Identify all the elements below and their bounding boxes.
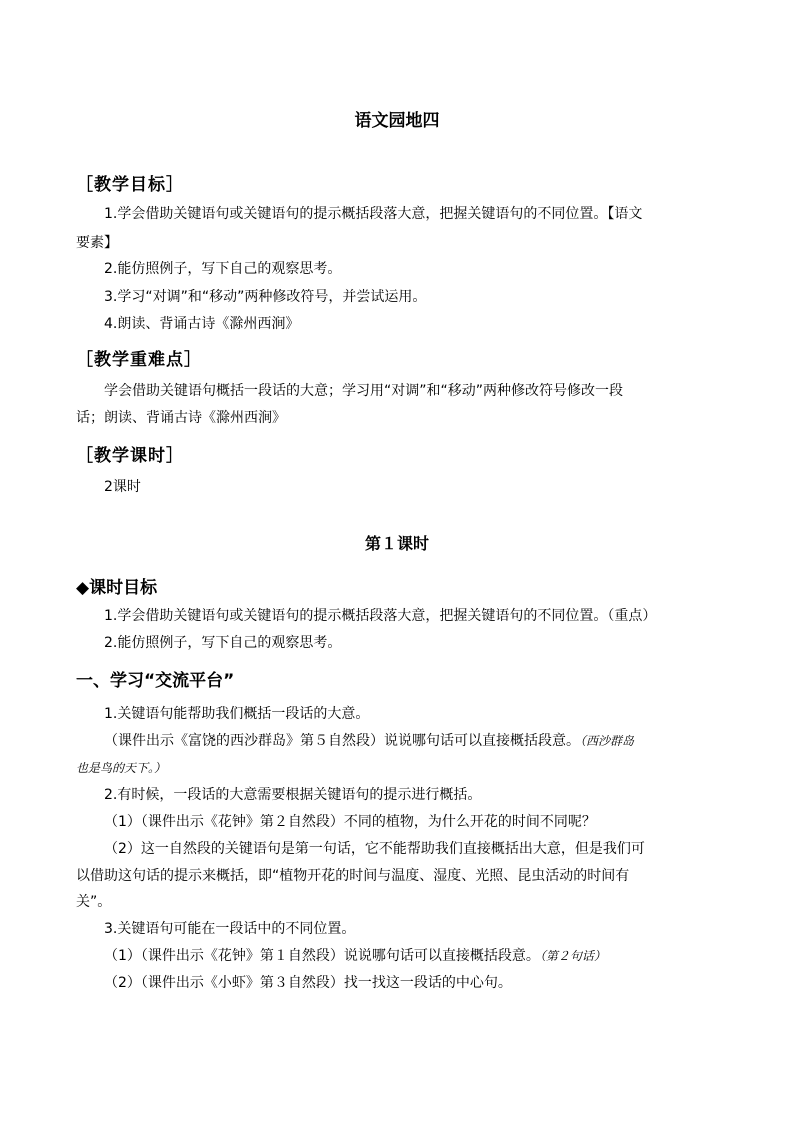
part1-line-1: 1.关键语句能帮助我们概括一段话的大意。 (104, 706, 370, 722)
goal-line-1b: 要素】 (76, 235, 118, 251)
lesson-goal-1: 1.学会借助关键语句或关键语句的提示概括段落大意，把握关键语句的不同位置。（重点） (104, 608, 657, 624)
goal-line-4: 4.朗读、背诵古诗《滁州西涧》 (104, 316, 300, 332)
goal-line-2: 2.能仿照例子，写下自己的观察思考。 (104, 261, 342, 277)
lesson-goal-2: 2.能仿照例子，写下自己的观察思考。 (104, 635, 342, 651)
lesson-goals-heading: ◆课时目标 (76, 578, 158, 598)
section-heading-hours: ［教学课时］ (76, 446, 184, 466)
goal-line-1a: 1.学会借助关键语句或关键语句的提示概括段落大意，把握关键语句的不同位置。【语文 (104, 206, 643, 222)
part1-line-5b: 以借助这句话的提示来概括，即“植物开花的时间与温度、湿度、光照、昆虫活动的时间有 (76, 868, 630, 884)
part1-line-7a-note: （第２句话） (539, 949, 606, 963)
part-heading-1: 一、学习“交流平台” (76, 671, 235, 691)
key-line-b: 话；朗读、背诵古诗《滁州西涧》 (76, 410, 286, 426)
page-title: 语文园地四 (354, 111, 440, 131)
key-line-a: 学会借助关键语句概括一段话的大意；学习用“对调”和“移动”两种修改符号修改一段 (104, 383, 624, 399)
part1-line-5c: 关”。 (76, 894, 112, 910)
part1-line-8: （2）（课件出示《小虾》第３自然段）找一找这一段话的中心句。 (104, 975, 512, 991)
part1-line-7a (104, 946, 606, 966)
part1-line-3: 2.有时候，一段话的大意需要根据关键语句的提示进行概括。 (104, 787, 482, 803)
part1-line-7a-text: （1）（课件出示《花钟》第１自然段）说说哪句话可以直接概括段意。 (104, 948, 540, 964)
section-heading-goals: ［教学目标］ (76, 175, 184, 195)
lesson-title: 第１课时 (364, 534, 429, 553)
goal-line-3: 3.学习“对调”和“移动”两种修改符号，并尝试运用。 (104, 289, 427, 305)
part1-line-2a (104, 731, 634, 751)
part1-line-5a: （2）这一自然段的关键语句是第一句话，它不能帮助我们直接概括出大意，但是我们可 (104, 841, 645, 857)
part1-line-2a-note: （西沙群岛 (580, 734, 635, 748)
part1-line-6: 3.关键语句可能在一段话中的不同位置。 (104, 921, 356, 937)
part1-line-4: （1）（课件出示《花钟》第２自然段）不同的植物，为什么开花的时间不同呢？ (104, 814, 596, 830)
part1-line-2b: 也是鸟的天下。） (76, 761, 167, 775)
hours-line: 2课时 (104, 479, 141, 495)
section-heading-key-points: ［教学重难点］ (76, 350, 202, 370)
part1-line-2a-text: （课件出示《富饶的西沙群岛》第５自然段）说说哪句话可以直接概括段意。 (104, 733, 580, 749)
